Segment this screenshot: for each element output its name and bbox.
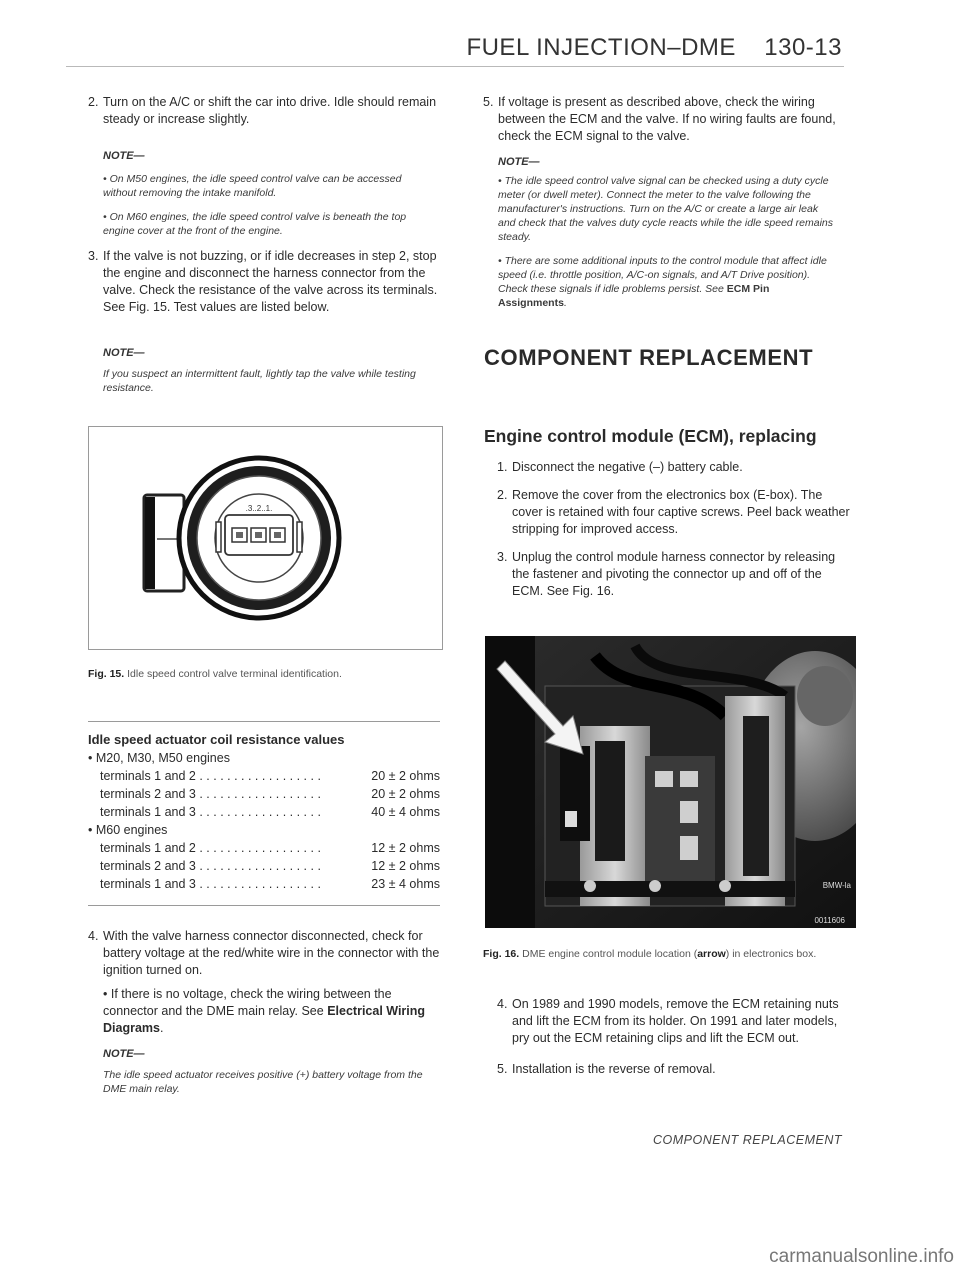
figure-label: Fig. 16. xyxy=(483,948,520,960)
terminal-numbers: .3..2..1. xyxy=(245,504,273,513)
table-bottom-rule xyxy=(88,905,440,906)
page-header xyxy=(466,34,842,62)
table-row: terminals 2 and 3 . . . . . . . . . . . . . . . . . . 12 ± 2 ohms xyxy=(100,859,440,873)
watermark[interactable]: carmanualsonline.info xyxy=(769,1246,954,1267)
table-row: terminals 2 and 3 . . . . . . . . . . . . . . . . . . 20 ± 2 ohms xyxy=(100,787,440,801)
header-rule xyxy=(66,66,844,67)
table-row: terminals 1 and 3 . . . . . . . . . . . . . . . . . . 40 ± 4 ohms xyxy=(100,805,440,819)
left-step-2: 2. Turn on the A/C or shift the car into drive. Idle should remain steady or increase slightly. xyxy=(88,95,437,126)
right-step-5: 5. If voltage is present as described above, check the wiring between the ECM and the valve. If no wiring faults are found, check the ECM signal to the valve. xyxy=(483,95,836,143)
note-bullet: • The idle speed control valve signal can be checked using a duty cycle meter (or dwell meter). Connect the meter to the valve following the manufacturer's instructions. Turn on the A/C or create a large air leak and check that the valves duty cycle reacts while the idle speed remains steady. xyxy=(498,175,834,243)
note-heading: NOTE— xyxy=(103,347,145,359)
step-2-text: Turn on the A/C or shift the car into drive. Idle should remain steady or increase slightly. xyxy=(103,95,437,126)
note-block-3 xyxy=(103,1048,423,1096)
list-item: 5. Installation is the reverse of removal. xyxy=(497,1062,716,1076)
step-4-bullet: • If there is no voltage, check the wiring between the connector and the DME main relay. See Electrical Wiring Diagrams. xyxy=(103,987,426,1035)
step-4-text: With the valve harness connector disconnected, check for battery voltage at the red/white wire in the connector with the ignition turned on. xyxy=(103,929,440,977)
photo-code: 0011606 xyxy=(814,916,845,925)
valve-body-shade xyxy=(145,497,155,589)
header-title: FUEL INJECTION–DME xyxy=(466,34,736,61)
ecm-steps xyxy=(497,459,855,600)
list-item: 4. On 1989 and 1990 models, remove the ECM retaining nuts and lift the ECM from its holder. On 1991 and later models, pry out the ECM retaining clips and lift the ECM out. xyxy=(497,997,839,1045)
figure-16-caption: Fig. 16. DME engine control module location (arrow) in electronics box. xyxy=(483,948,817,960)
table-group-rows xyxy=(88,839,440,893)
photo-tag: BMW-la xyxy=(822,881,851,890)
xref-ecm-pin-assignments: ECM Pin Assignments xyxy=(498,283,770,309)
section-title: COMPONENT REPLACEMENT xyxy=(484,345,814,370)
figure-15-frame xyxy=(88,426,443,650)
page-footer: COMPONENT REPLACEMENT xyxy=(653,1133,842,1147)
ecm-steps-continued xyxy=(497,996,855,1078)
page-number: 130-13 xyxy=(764,34,842,61)
figure-15-caption xyxy=(88,667,440,681)
left-step-3: 3. If the valve is not buzzing, or if idle decreases in step 2, stop the engine and disconnect the harness connector from the valve. Check the resistance of the valve across its terminals. See Fig. 15. Test values are listed below. xyxy=(88,249,438,314)
note-bullet: • On M50 engines, the idle speed control valve can be accessed without removing the intake manifold. xyxy=(103,173,402,199)
table-group-rows xyxy=(88,767,440,821)
left-step-4: 4. With the valve harness connector disconnected, check for battery voltage at the red/white wire in the connector with the ignition turned on. xyxy=(88,929,440,977)
table-row: terminals 1 and 3 . . . . . . . . . . . . . . . . . . 23 ± 4 ohms xyxy=(100,877,440,891)
note-block-1 xyxy=(103,150,423,238)
caption-text: Idle speed control valve terminal identification. xyxy=(127,668,342,680)
step-5-text: If voltage is present as described above, check the wiring between the ECM and the valve. If no wiring faults are found, check the ECM signal to the valve. xyxy=(498,95,836,143)
resistance-table xyxy=(88,732,440,893)
table-top-rule xyxy=(88,721,440,722)
list-item: 2. Remove the cover from the electronics box (E-box). The cover is retained with four captive screws. Peel back weather stripping for improved access. xyxy=(497,488,850,536)
xref-wiring-diagrams: Electrical Wiring Diagrams xyxy=(103,1004,426,1035)
list-item: 1. Disconnect the negative (–) battery cable. xyxy=(497,460,743,474)
note-text: The idle speed actuator receives positive (+) battery voltage from the DME main relay. xyxy=(103,1069,423,1095)
step-3-text: If the valve is not buzzing, or if idle decreases in step 2, stop the engine and disconnect the harness connector from the valve. Check the resistance of the valve across its terminals. See Fig. 15. Test values are listed below. xyxy=(103,249,438,314)
subsection-heading: Engine control module (ECM), replacing xyxy=(484,426,817,446)
note-block-right xyxy=(498,156,838,310)
table-row: terminals 1 and 2 . . . . . . . . . . . . . . . . . . 12 ± 2 ohms xyxy=(100,841,440,855)
table-title: Idle speed actuator coil resistance values xyxy=(88,732,345,747)
table-group: • M60 engines xyxy=(88,823,168,837)
list-item: 3. Unplug the control module harness connector by releasing the fastener and pivoting the connector up and off of the ECM. See Fig. 16. xyxy=(497,550,836,598)
figure-label: Fig. 15. xyxy=(88,668,125,680)
figure-16-photo xyxy=(485,636,856,928)
note-bullet: • On M60 engines, the idle speed control valve is beneath the top engine cover at the front of the engine. xyxy=(103,211,407,237)
table-group: • M20, M30, M50 engines xyxy=(88,751,230,765)
note-bullet: • There are some additional inputs to the control module that affect idle speed (i.e. throttle position, A/C-on signals, and A/T Drive position). Check these signals if idle problems persist. See ECM Pin Assignments. xyxy=(498,255,827,309)
note-heading: NOTE— xyxy=(498,156,540,168)
note-heading: NOTE— xyxy=(103,1048,145,1060)
ecm-photo-illustration xyxy=(485,636,856,928)
note-text: If you suspect an intermittent fault, lightly tap the valve while testing resistance. xyxy=(103,368,416,394)
note-heading: NOTE— xyxy=(103,150,145,162)
table-row: terminals 1 and 2 . . . . . . . . . . . . . . . . . . 20 ± 2 ohms xyxy=(100,769,440,783)
note-block-2 xyxy=(103,347,423,395)
idle-valve-illustration xyxy=(89,427,442,649)
